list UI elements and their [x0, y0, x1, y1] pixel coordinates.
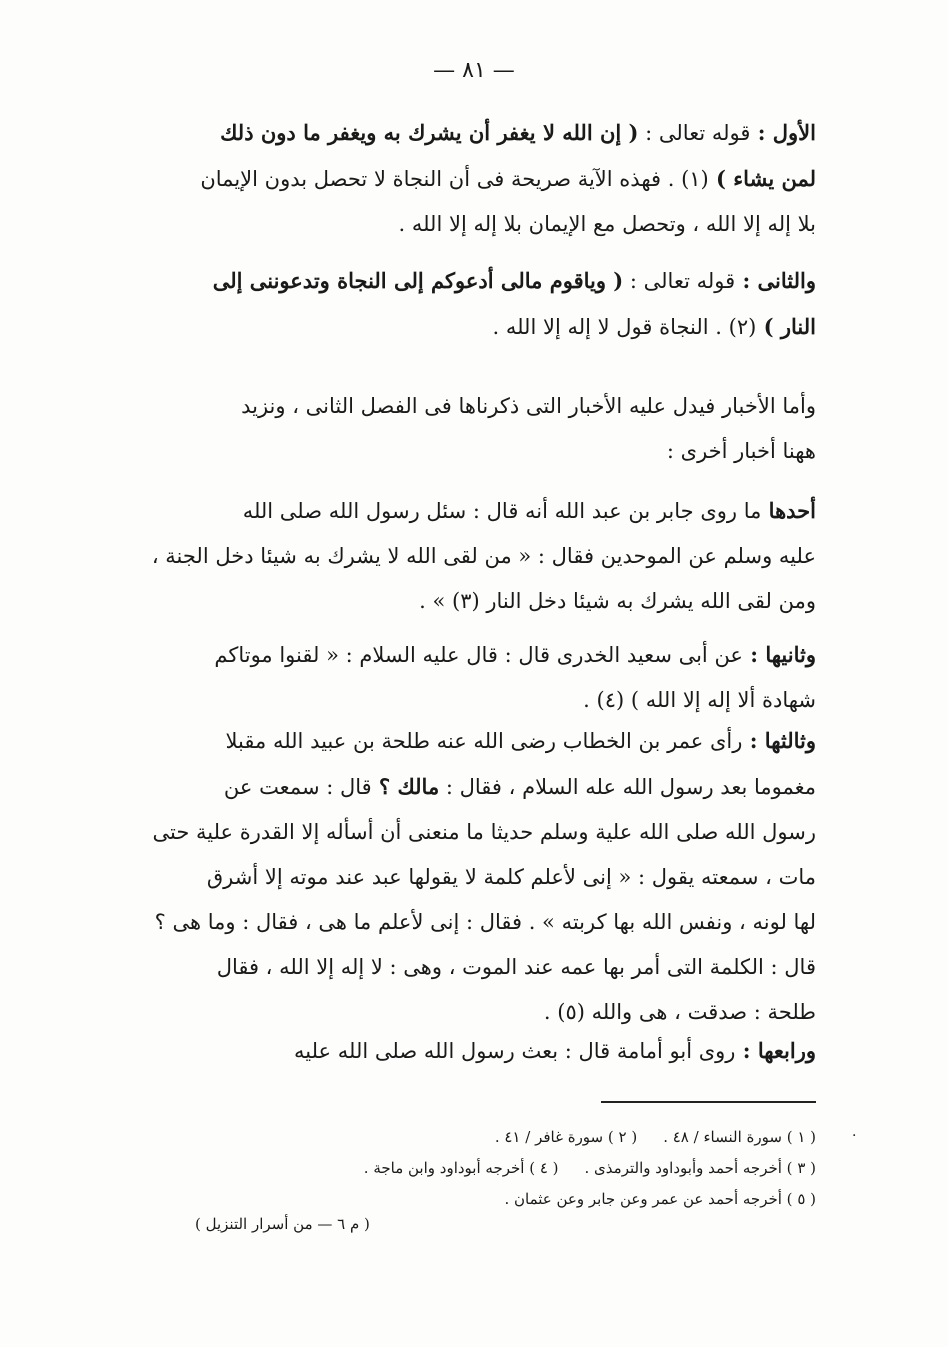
- text-line: [136, 534, 816, 579]
- signature-footer: ( م ٦ — من أسرار التنزيل ): [195, 1215, 370, 1233]
- footnote: ( ٤ ) أخرجه أبوداود وابن ماجة .: [363, 1159, 559, 1177]
- text-line: [136, 258, 816, 304]
- text-line: [136, 678, 816, 723]
- text-run: شهادة ألا إله إلا الله ) (٤) .: [583, 688, 816, 712]
- bold-phrase: ( إن الله لا يغفر أن يشرك به ويغفر ما دون ذلك: [220, 120, 639, 145]
- text-run: وأما الأخبار فيدل عليه الأخبار التى ذكرناها فى الفصل الثانى ، ونزيد: [241, 394, 816, 418]
- text-run: عن أبى سعيد الخدرى قال : قال عليه السلام : « لقنوا موتاكم: [214, 643, 743, 667]
- text-line: [136, 718, 816, 764]
- bold-phrase: مالك ؟: [371, 774, 440, 799]
- text-line: [136, 110, 816, 156]
- bold-phrase: ورابعها :: [735, 1038, 816, 1063]
- footnote: ( ١ ) سورة النساء / ٤٨ .: [663, 1128, 816, 1146]
- text-run: قوله تعالى :: [623, 269, 736, 293]
- bold-phrase: والثانى :: [735, 268, 816, 293]
- text-line: [136, 855, 816, 900]
- text-line: [136, 202, 816, 247]
- text-run: طلحة : صدقت ، هى والله (٥) .: [543, 1000, 816, 1024]
- text-line: [136, 810, 816, 855]
- text-run: قال : الكلمة التى أمر بها عمه عند الموت ، وهى : لا إله إلا الله ، فقال: [216, 955, 816, 979]
- text-run: قوله تعالى :: [638, 121, 751, 145]
- footnote: ( ٣ ) أخرجه أحمد وأبوداود والترمذى .: [584, 1159, 816, 1177]
- footnote-row: [126, 1184, 816, 1215]
- text-line: [136, 304, 816, 350]
- bold-phrase: الأول :: [750, 120, 816, 145]
- text-line: [136, 384, 816, 429]
- paragraph: [136, 488, 816, 624]
- text-run: رسول الله صلى الله علية وسلم حديثا ما منعنى أن أسأله إلا القدرة علية حتى: [152, 820, 816, 844]
- text-line: [136, 156, 816, 202]
- bold-phrase: لمن يشاء ): [708, 166, 816, 191]
- page-number: — ٨١ —: [433, 58, 515, 83]
- paragraph: [136, 384, 816, 474]
- margin-mark: ·: [852, 1128, 857, 1144]
- text-line: [136, 945, 816, 990]
- bold-phrase: ( وياقوم مالى أدعوكم إلى النجاة وتدعوننى إلى: [212, 268, 624, 293]
- footnote: ( ٥ ) أخرجه أحمد عن عمر وعن جابر وعن عثمان .: [504, 1190, 816, 1208]
- text-run: ومن لقى الله يشرك به شيئا دخل النار (٣) » .: [419, 589, 816, 613]
- text-line: [136, 488, 816, 534]
- text-line: [136, 764, 816, 810]
- text-run: قال : سمعت عن: [223, 775, 372, 799]
- footnotes: [126, 1122, 816, 1215]
- bold-phrase: أحدها: [761, 498, 816, 523]
- text-line: [136, 579, 816, 624]
- text-run: مغموما بعد رسول الله عله السلام ، فقال :: [439, 775, 816, 799]
- text-run: لها لونه ، ونفس الله بها كربته » . فقال : إنى لأعلم ما هى ، فقال : وما هى ؟: [154, 910, 816, 934]
- text-line: [136, 429, 816, 474]
- paragraph: [136, 718, 816, 1035]
- footnote-row: [126, 1122, 816, 1153]
- bold-phrase: وثالثها :: [742, 728, 816, 753]
- text-run: مات ، سمعته يقول : « إنى لأعلم كلمة لا يقولها عبد عند موته إلا أشرق: [206, 865, 816, 889]
- text-run: روى أبو أمامة قال : بعث رسول الله صلى الله عليه: [294, 1039, 736, 1063]
- text-run: (١) . فهذه الآية صريحة فى أن النجاة لا تحصل بدون الإيمان: [200, 167, 709, 191]
- paragraph: [136, 258, 816, 350]
- footnote: ( ٢ ) سورة غافر / ٤١ .: [494, 1128, 638, 1146]
- text-line: [136, 632, 816, 678]
- text-run: رأى عمر بن الخطاب رضى الله عنه طلحة بن عبيد الله مقبلا: [225, 729, 743, 753]
- text-run: بلا إله إلا الله ، وتحصل مع الإيمان بلا إله إلا الله .: [398, 212, 816, 236]
- text-line: [136, 900, 816, 945]
- text-run: ههنا أخبار أخرى :: [666, 439, 816, 463]
- footnote-divider: [601, 1101, 816, 1103]
- paragraph: [136, 1028, 816, 1074]
- text-run: (٢) . النجاة قول لا إله إلا الله .: [492, 315, 757, 339]
- text-line: [136, 1028, 816, 1074]
- paragraph: [136, 632, 816, 723]
- footnote-row: [126, 1153, 816, 1184]
- bold-phrase: النار ): [756, 314, 816, 339]
- text-run: عليه وسلم عن الموحدين فقال : « من لقى الله لا يشرك به شيئا دخل الجنة ،: [151, 544, 816, 568]
- text-run: ما روى جابر بن عبد الله أنه قال : سئل رسول الله صلى الله: [242, 499, 762, 523]
- bold-phrase: وثانيها :: [742, 642, 816, 667]
- paragraph: [136, 110, 816, 247]
